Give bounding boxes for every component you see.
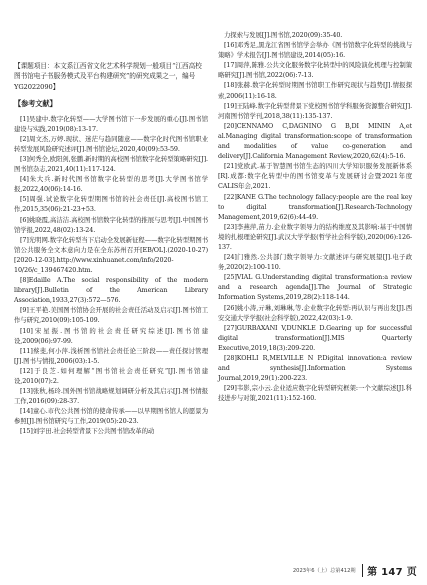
reference-entry: [22]KANE G.The technology fallacy:people are the real key to digital transformation[J].Research-Technology Management,2019,62(6):44-49. xyxy=(218,192,412,221)
issue-label: 2023年6（上）总第412期 xyxy=(292,567,356,574)
reference-entry: [29]韦影,宗小云.企业适应数字化转型研究框架:一个文献综述[J].科技进步与对策,2021(11):152-160. xyxy=(218,384,412,403)
reference-entry: 力探索与发展[J].图书馆,2020(09):35-40. xyxy=(224,31,343,39)
reference-entry: [13]张秋,杨玲.国外图书馆战略规划调研分析及其启示[J].图书情报工作,2016(09):28-37. xyxy=(14,387,208,406)
reference-entry: [17]周萍,陈雅.公共文化服务数字化转型中的风险演化机理与控制策略研究[J].图书馆,2022(06):7-13. xyxy=(218,61,412,80)
reference-entry: [20]CENNAMO C,DAGNINO G B,DI MININ A,et al.Managing digital transformation:scope of transformation and modalities of value co-generation and delivery[J].California Management Review,2020,62(4):5-16. xyxy=(218,121,412,161)
reference-entry: [5]周强.试论数字化转型期图书馆的社会责任[J].高校图书馆工作,2015,35(06):21-23+53. xyxy=(14,195,208,214)
reference-entry: [4]朱大兵.新时代图书馆数字化转型的思考[J].大学图书馆学报,2022,40(06):14-16. xyxy=(14,175,208,194)
right-column xyxy=(218,30,412,403)
reference-entry: [21]党欧武.基于智慧图书馆生态的四川大学知识服务发展新体系[R].成都:数字化转型中的图书馆变革与发展研讨会暨2021年度CALIS年会,2021. xyxy=(218,162,412,191)
reference-entry: [28]KOHLI R,MELVILLE N P.Digital innovation:a review and synthesis[J].Information Systems Journal,2019,29(1):200-223. xyxy=(218,354,412,383)
left-column xyxy=(14,54,208,437)
reference-entry: [19]王陆峰.数字化转型背景下党校图书馆学科服务资源整合研究[J].河南图书馆学刊,2018,38(11):135-137. xyxy=(218,101,412,120)
reference-entry: [11]蔡斐,何小萍.浅析图书馆社会责任论三阶段——责任探讨管理[J].图书与情报,2006(03):1-5. xyxy=(14,346,208,365)
reference-entry: [6]姚晓霞,高洁洁.高校图书馆数字化转型的推展与思考[J].中国图书馆学报,2022,48(02):13-24. xyxy=(14,215,208,234)
reference-entry: [12]于良芝.如何理解“图书馆社会责任研究”[J].图书馆建设,2010(07):2. xyxy=(14,366,208,385)
reference-entry: [23]李燕萍,苗力.企业数字领导力的结构维度及其影响:基于中国情境的扎根理论研究[J].武汉大学学报(哲学社会科学版),2020(06):126-137. xyxy=(218,222,412,251)
page-number: 第 147 页 xyxy=(367,566,417,578)
reference-entry: [24]门雅然.公共部门数字领导力:文献述评与研究展望[J].电子政务,2020(2):100-110. xyxy=(218,253,412,272)
reference-entry: [1]吴建中.数字化转型——大学图书馆下一步发展的重心[J].图书馆建设与实践,2019(08):13-17. xyxy=(14,114,208,133)
reference-entry: [3]何秀全,欧阳剑,张鹏.新时期的高校图书馆数字化转型策略研究[J].图书馆杂志,2021,40(11):117-124. xyxy=(14,154,208,174)
reference-list-right xyxy=(218,30,412,403)
references-heading: 【参考文献】 xyxy=(14,99,57,109)
reference-entry: [8]Edaille A.The social responsibility of the modern library[J].Bulletin of the American Library Association,1933,27(3):572—576. xyxy=(14,276,208,305)
reference-entry: [25]VIAL G.Understanding digital transformation:a review and a research agenda[J].The Journal of Strategic Information Systems,2019,28(2):118-144. xyxy=(218,273,412,302)
reference-entry: [26]姚小涛,亓琳,刘琳琳,等.企业数字化转型:再认识与再出发[J].西安交通大学学报(社会科学版),2022,42(03):1-9. xyxy=(218,303,412,322)
reference-entry: [10]宋星振.图书馆的社会责任研究综述[J].图书馆建设,2009(06):97-99. xyxy=(14,326,208,345)
page-footer xyxy=(293,561,417,579)
reference-entry: [2]周文杰,万婷.现状、迷茫与趋同随意——数字化时代图书馆职业转型发展风险研究述评[J].图书馆论坛,2020,40(09):53-59. xyxy=(14,134,208,153)
reference-entry: [16]邓秀足,黑龙江省图书馆学会举办《图书馆数字化转型的挑战与策略》学术报告[J].图书馆建设,2014(05):16. xyxy=(218,41,412,60)
project-funding-note: 【课题项目：本文系江西省文化艺术科学规划一般项目“江西高校图书馆电子书服务模式及平台构建研究”的研究成果之一，编号YG2022090】 xyxy=(14,61,202,91)
reference-entry: [14]童心.市代公共图书馆的使命传承——以早期图书馆人的愿景为参照[J].图书馆研究与工作,2019(05):20-23. xyxy=(14,407,208,426)
reference-entry: [27]GURBAXANI V,DUNKLE D.Gearing up for successful digital transformation[J].MIS Quarterly Executive,2019,18(3):209-220. xyxy=(218,323,412,352)
footer-divider xyxy=(362,564,364,577)
reference-entry: [7]光明网.数字化转型当下启动全发展新征程——数字化转型期图书馆公共服务全文本意向力是在全东苏州召开[EB/OL].(2020-10-27)[2020-12-03].http://www.xinhuanet.com/info/2020-10/26/c_139467420.htm. xyxy=(14,235,208,274)
reference-entry: [9]王平艳.美国图书馆协会开展的社会责任活动及启示[J].图书馆工作与研究,2010(09):105-109. xyxy=(14,306,208,325)
reference-entry: [15]刘宇田.社会转型背景下公共图书馆改革的动 xyxy=(20,427,155,436)
reference-entry: [18]张赫.数字化转型时期图书馆职工作研究现状与趋势[J].情报探索,2006(11):16-18. xyxy=(218,81,412,100)
reference-list-left xyxy=(14,114,208,437)
